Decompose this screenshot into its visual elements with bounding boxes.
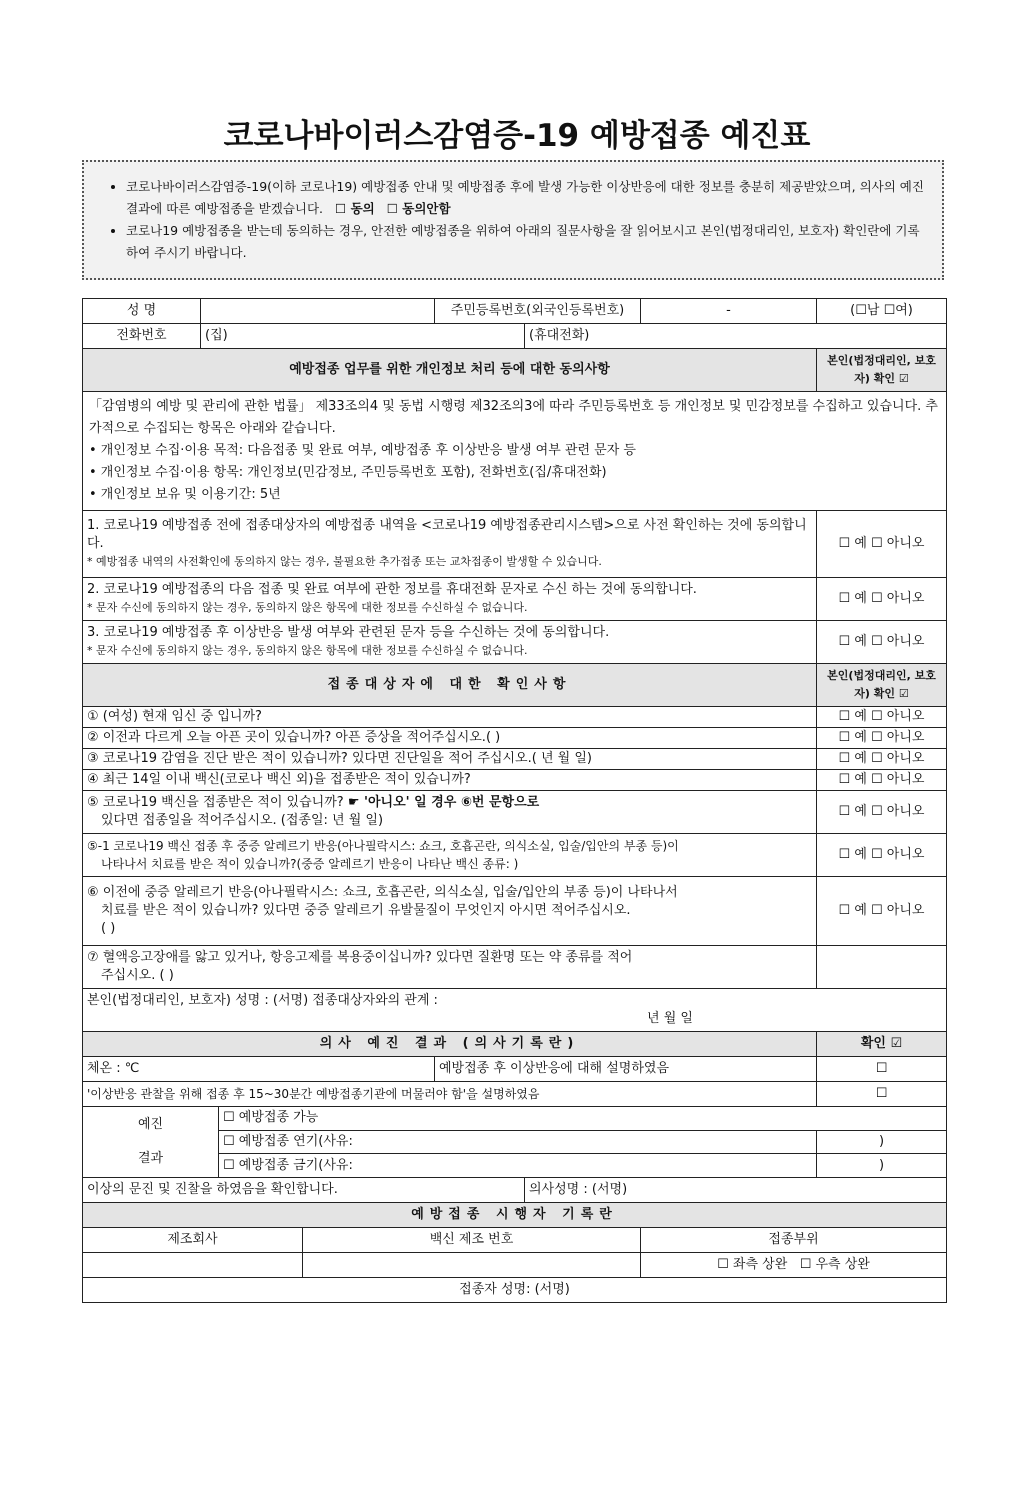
- contraindicated-close-paren: ): [817, 1154, 947, 1178]
- question-6-answer[interactable]: ☐ 예 ☐ 아니오: [817, 877, 947, 946]
- page-title: 코로나바이러스감염증-19 예방접종 예진표: [223, 118, 811, 154]
- consent-bullet-purpose: • 개인정보 수집·이용 목적: 다음접종 및 완료 여부, 예방접종 후 이상반응 발생 여부 관련 문자 등: [89, 443, 636, 458]
- site-left-checkbox[interactable]: ☐ 좌측 상완: [717, 1257, 788, 1272]
- consent-item-3: [83, 621, 817, 664]
- explained-wait-label: '이상반응 관찰을 위해 접종 후 15~30분간 예방접종기관에 머물러야 함'을 설명하였음: [83, 1082, 817, 1107]
- signer-row: [83, 989, 947, 1032]
- site-right-checkbox[interactable]: ☐ 우측 상완: [799, 1257, 870, 1272]
- question-2-answer[interactable]: ☐ 예 ☐ 아니오: [817, 728, 947, 749]
- lot-field[interactable]: [303, 1253, 641, 1278]
- explained-reaction-checkbox[interactable]: ☐: [817, 1057, 947, 1082]
- postpone-close-paren: ): [817, 1130, 947, 1154]
- result-label-2: 결과: [137, 1151, 164, 1166]
- name-field[interactable]: [201, 299, 435, 324]
- name-label: 성 명: [83, 299, 201, 324]
- result-option-possible[interactable]: ☐ 예방접종 가능: [219, 1107, 947, 1131]
- result-label: [83, 1107, 219, 1178]
- question-4-answer[interactable]: ☐ 예 ☐ 아니오: [817, 770, 947, 791]
- question-7-text-2: 주십시오. ( ): [101, 968, 174, 983]
- question-7: [83, 946, 817, 989]
- home-phone-field[interactable]: (집): [201, 324, 525, 349]
- doctor-header: 의사 예진 결과 (의사기록란): [83, 1032, 817, 1057]
- question-6-allergen-field[interactable]: ( ): [101, 921, 116, 936]
- screening-form-table: [82, 298, 947, 1303]
- consent-item-2-text: 2. 코로나19 예방접종의 다음 접종 및 완료 여부에 관한 정보를 휴대전화 문자로 수신 하는 것에 동의합니다.: [87, 582, 697, 597]
- consent-item-1-answer[interactable]: ☐ 예 ☐ 아니오: [817, 511, 947, 578]
- question-5-1: [83, 834, 817, 877]
- questions-header: 접종대상자에 대한 확인사항: [83, 664, 817, 707]
- question-7-answer[interactable]: [817, 946, 947, 989]
- consent-text: [83, 392, 947, 511]
- notice-box: [82, 160, 944, 280]
- question-5-answer[interactable]: ☐ 예 ☐ 아니오: [817, 791, 947, 834]
- notice-item-2: • 코로나19 예방접종을 받는데 동의하는 경우, 안전한 예방접종을 위하여 아래의 질문사항을 잘 읽어보시고 본인(법정대리인, 보호자) 확인란에 기록하여 주시기 바랍니다.: [126, 220, 928, 264]
- consent-item-1: [83, 511, 817, 578]
- vaccinator-signature-field[interactable]: 접종자 성명: (서명): [83, 1278, 947, 1303]
- consent-item-1-text: 1. 코로나19 예방접종 전에 접종대상자의 예방접종 내역을 <코로나19 예방접종관리시스템>으로 사전 확인하는 것에 동의합니다.: [87, 518, 807, 551]
- explained-wait-checkbox[interactable]: ☐: [817, 1082, 947, 1107]
- consent-item-2-note: * 문자 수신에 동의하지 않는 경우, 동의하지 않은 항목에 대한 정보를 수신하실 수 없습니다.: [87, 601, 528, 614]
- mobile-phone-field[interactable]: (휴대전화): [525, 324, 947, 349]
- disagree-checkbox[interactable]: ☐ 동의안함: [386, 201, 451, 216]
- confirm-text: 이상의 문진 및 진찰을 하였음을 확인합니다.: [83, 1178, 525, 1203]
- lot-label: 백신 제조 번호: [303, 1228, 641, 1253]
- question-3: ③ 코로나19 감염을 진단 받은 적이 있습니까? 있다면 진단일을 적어 주십시오.( 년 월 일): [83, 749, 817, 770]
- notice-text-1: 코로나바이러스감염증-19(이하 코로나19) 예방접종 안내 및 예방접종 후에 발생 가능한 이상반응에 대한 정보를 충분히 제공받았으며, 의사의 예진결과에 따른 예방접종을 받겠습니다.: [126, 179, 924, 216]
- question-5-text: ⑤ 코로나19 백신을 접종받은 적이 있습니까?: [87, 795, 344, 810]
- consent-header: 예방접종 업무를 위한 개인정보 처리 등에 대한 동의사항: [83, 349, 817, 392]
- question-1-answer[interactable]: ☐ 예 ☐ 아니오: [817, 707, 947, 728]
- consent-bullet-period: • 개인정보 보유 및 이용기간: 5년: [89, 487, 281, 502]
- question-5-1-text: ⑤-1 코로나19 백신 접종 후 중증 알레르기 반응(아나필락시스: 쇼크, 호흡곤란, 의식소실, 입술/입안의 부종 등)이: [87, 839, 679, 853]
- consent-item-2-answer[interactable]: ☐ 예 ☐ 아니오: [817, 578, 947, 621]
- rrn-field[interactable]: -: [641, 299, 817, 324]
- temperature-field[interactable]: 체온 : ℃: [83, 1057, 435, 1082]
- consent-item-3-answer[interactable]: ☐ 예 ☐ 아니오: [817, 621, 947, 664]
- consent-item-2: [83, 578, 817, 621]
- question-5-date-text: 있다면 접종일을 적어주십시오. (접종일: 년 월 일): [101, 813, 384, 828]
- result-option-postpone[interactable]: ☐ 예방접종 연기(사유:: [219, 1130, 817, 1154]
- question-5-1-text-2: 나타나서 치료를 받은 적이 있습니까?(중증 알레르기 반응이 나타난 백신 종류: ): [101, 857, 519, 871]
- question-6-text-2: 치료를 받은 적이 있습니까? 있다면 중증 알레르기 유발물질이 무엇인지 아시면 적어주십시오.: [101, 903, 631, 918]
- vaccinator-header: 예방접종 시행자 기록란: [83, 1203, 947, 1228]
- result-label-1: 예진: [137, 1117, 164, 1132]
- consent-item-1-note: * 예방접종 내역의 사전확인에 동의하지 않는 경우, 불필요한 추가접종 또는 교차접종이 발생할 수 있습니다.: [87, 555, 602, 568]
- question-5-1-answer[interactable]: ☐ 예 ☐ 아니오: [817, 834, 947, 877]
- gender-checkbox[interactable]: (☐남 ☐여): [817, 299, 947, 324]
- phone-label: 전화번호: [83, 324, 201, 349]
- consent-check-header: 본인(법정대리인, 보호자) 확인 ☑: [817, 349, 947, 392]
- question-1: ① (여성) 현재 임신 중 입니까?: [83, 707, 817, 728]
- question-5: [83, 791, 817, 834]
- maker-field[interactable]: [83, 1253, 303, 1278]
- agree-checkbox[interactable]: ☐ 동의: [335, 201, 375, 216]
- notice-item-1: [126, 176, 928, 220]
- explained-reaction-label: 예방접종 후 이상반응에 대해 설명하였음: [435, 1057, 817, 1082]
- consent-item-3-text: 3. 코로나19 예방접종 후 이상반응 발생 여부와 관련된 문자 등을 수신하는 것에 동의합니다.: [87, 625, 610, 640]
- consent-law-text: 「감염병의 예방 및 관리에 관한 법률」 제33조의4 및 동법 시행령 제32조의3에 따라 주민등록번호 등 개인정보 및 민감정보를 수집하고 있습니다. 추가적으로 수집되는 항목은 아래와 같습니다.: [89, 399, 938, 436]
- question-4: ④ 최근 14일 이내 백신(코로나 백신 외)을 접종받은 적이 있습니까?: [83, 770, 817, 791]
- question-5-arrow-note: ☛ '아니오' 일 경우 ⑥번 문항으로: [347, 795, 540, 810]
- signer-date: 년 월 일: [647, 1011, 693, 1026]
- rrn-label: 주민등록번호(외국인등록번호): [435, 299, 641, 324]
- result-option-contraindicated[interactable]: ☐ 예방접종 금기(사유:: [219, 1154, 817, 1178]
- doctor-check-header: 확인 ☑: [817, 1032, 947, 1057]
- maker-label: 제조회사: [83, 1228, 303, 1253]
- consent-bullet-items: • 개인정보 수집·이용 항목: 개인정보(민감정보, 주민등록번호 포함), 전화번호(집/휴대전화): [89, 465, 607, 480]
- consent-item-3-note: * 문자 수신에 동의하지 않는 경우, 동의하지 않은 항목에 대한 정보를 수신하실 수 없습니다.: [87, 644, 528, 657]
- site-field: [641, 1253, 947, 1278]
- question-6-text: ⑥ 이전에 중증 알레르기 반응(아나필락시스: 쇼크, 호흡곤란, 의식소실, 입술/입안의 부종 등)이 나타나서: [87, 885, 678, 900]
- site-label: 접종부위: [641, 1228, 947, 1253]
- question-6: [83, 877, 817, 946]
- questions-check-header: 본인(법정대리인, 보호자) 확인 ☑: [817, 664, 947, 707]
- doctor-signature-field[interactable]: 의사성명 : (서명): [525, 1178, 947, 1203]
- question-3-answer[interactable]: ☐ 예 ☐ 아니오: [817, 749, 947, 770]
- signer-text: 본인(법정대리인, 보호자) 성명 : (서명) 접종대상자와의 관계 :: [87, 993, 438, 1008]
- question-7-text: ⑦ 혈액응고장애를 앓고 있거나, 항응고제를 복용중이십니까? 있다면 질환명 또는 약 종류를 적어: [87, 950, 633, 965]
- question-2: ② 이전과 다르게 오늘 아픈 곳이 있습니까? 아픈 증상을 적어주십시오.( ): [83, 728, 817, 749]
